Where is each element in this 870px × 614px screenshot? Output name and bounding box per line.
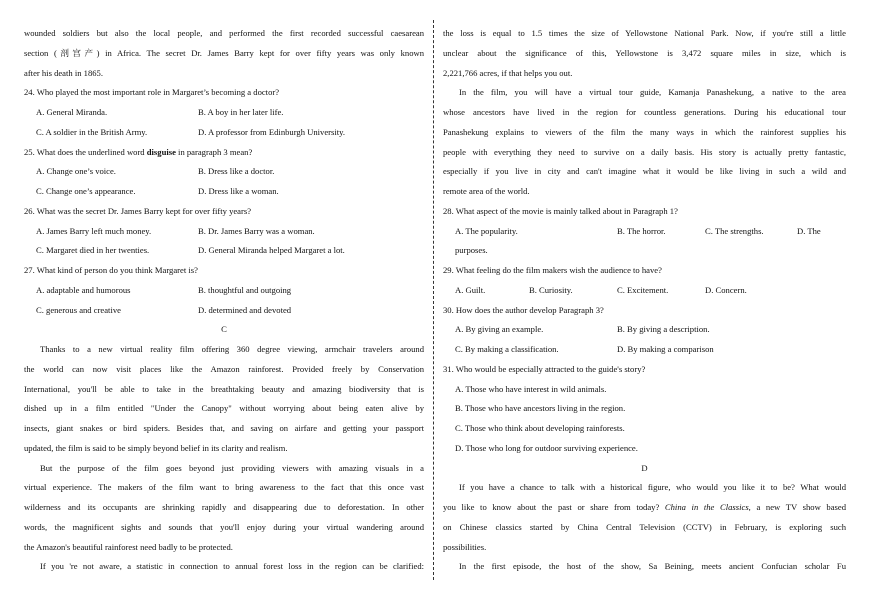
question-26-options-row1 [24,222,424,242]
column-divider [433,20,434,580]
option-b: B. Dr. James Barry was a woman. [198,225,315,236]
text-line: the loss is equal to 1.5 times the size of Yellowstone National Park. Now, if you're still a little [443,28,846,38]
option-d: D. By making a comparison [617,344,714,354]
option-a: A. adaptable and humorous [36,284,131,295]
right-column [443,24,846,577]
option-d: D. Concern. [705,284,747,295]
option-d: D. Dress like a woman. [198,186,279,196]
question-29-stem: 29. What feeling do the film makers wish the audience to have? [443,265,662,275]
text-line: people with everything they need to survive on a daily basis. His story is actually pretty fantastic, [443,146,846,157]
stem-text: in paragraph 3 mean? [175,146,253,157]
text-line: whose ancestors have lived in the region for countless generations. During his educational tour [443,107,846,117]
section-d-heading: D [641,462,648,473]
option-d: D. Those who long for outdoor surviving experience. [455,442,638,453]
question-28-option-d-continued [443,241,846,261]
option-a: A. James Barry left much money. [36,225,152,236]
option-c: C. A soldier in the British Army. [36,126,148,137]
option-b: B. thoughtful and outgoing [198,284,292,295]
option-c: C. generous and creative [36,304,121,315]
question-25-stem [24,143,424,163]
option-b: B. The horror. [617,225,666,236]
question-25-options-row2 [24,182,424,202]
option-b: B. Dress like a doctor. [198,166,275,177]
option-a: A. Change one’s voice. [36,166,116,177]
question-24-stem: 24. Who played the most important role in Margaret’s becoming a doctor? [24,87,280,98]
show-title: China in the Classics [664,502,749,512]
option-b: B. Curiosity. [529,284,573,295]
question-30-options-row2 [443,340,846,360]
option-a: A. Guilt. [455,284,486,295]
question-28-options [443,222,846,242]
question-27-options-row2 [24,301,424,321]
option-a: A. The popularity. [455,225,518,236]
option-c: C. Margaret died in her twenties. [36,245,150,256]
text-line: unclear about the significance of this, Yellowstone is 3,472 square miles in size, which is [443,47,846,58]
stem-text: 25. What does the underlined word [24,146,147,157]
text-line: wounded soldiers but also the local people, and performed the first recorded successful caesarean [24,28,424,38]
option-b: B. By giving a description. [617,324,710,335]
text-line: words, the magnificent sights and sounds that you'll enjoy during your virtual wandering around [24,521,424,532]
section-c-heading: C [221,324,227,335]
text-line: remote area of the world. [443,186,530,196]
text-line: the world can now visit places like the Amazon rainforest. Provided freely by Conservation [24,363,424,374]
question-27-options-row1 [24,281,424,301]
text-line: after his death in 1865. [24,67,103,78]
text-line: If you have a chance to talk with a historical figure, who would you like it to be? What would [459,482,846,493]
text-line: dished up in a film entitled "Under the Canopy" without worrying about being eaten alive by [24,403,424,414]
option-d: D. determined and devoted [198,304,292,315]
question-27-stem: 27. What kind of person do you think Margaret is? [24,265,198,275]
option-d: D. General Miranda helped Margaret a lot. [198,245,345,256]
text-line: If you 're not aware, a statistic in connection to annual forest loss in the region can be clarified: [40,561,424,572]
text-run: , a new TV show based [748,502,846,512]
text-line: possibilities. [443,541,487,552]
text-line: on Chinese classics started by China Central Television (CCTV) in February, is exploring such [443,521,846,532]
option-c: C. Change one’s appearance. [36,186,136,196]
text-line: especially if you live in city and can't imagine what it would be like living in such a wild and [443,166,846,177]
option-b: B. A boy in her later life. [198,107,284,117]
option-c: C. Excitement. [617,284,669,295]
question-25-options-row1 [24,162,424,182]
text-line: 2,221,766 acres, if that helps you out. [443,67,573,78]
text-run: you like to know about the past or share from today? [443,502,665,512]
option-a: A. General Miranda. [36,107,108,117]
text-line [443,498,846,518]
question-28-stem: 28. What aspect of the movie is mainly talked about in Paragraph 1? [443,205,678,216]
question-31-stem: 31. Who would be especially attracted to the guide's story? [443,363,646,374]
question-26-stem: 26. What was the secret Dr. James Barry kept for over fifty years? [24,205,252,216]
text-line: In the film, you will have a virtual tour guide, Kamanja Panashekung, a native to the area [459,87,846,98]
option-a: A. By giving an example. [455,324,544,335]
left-column [24,24,424,577]
text-line: insects, giant snakes or bird spiders. Besides that, and saving on airfare and getting your passport [24,423,424,433]
option-a: A. Those who have interest in wild animals. [455,383,607,394]
option-c: C. The strengths. [705,225,764,236]
option-c: C. By making a classification. [455,344,559,354]
option-c: C. Those who think about developing rainforests. [455,423,625,433]
underlined-word: disguise [146,146,176,157]
text-line: Panashekung explains to viewers of the film the many ways in which the rainforest supplies his [443,126,846,137]
question-24-options-row2 [24,123,424,143]
question-29-options [443,281,846,301]
option-b: B. Those who have ancestors living in the region. [455,403,626,414]
text-line: International, you'll be able to take in the breathtaking beauty and amazing biodiversity that is [24,383,424,394]
text-line: Thanks to a new virtual reality film offering 360 degree viewing, armchair travelers around [40,344,424,354]
option-d: D. The [797,225,821,236]
text-line: But the purpose of the film goes beyond just providing viewers with amazing visuals in a [40,462,424,473]
text-line: wilderness and its occupants are shrinking rapidly and disappearing due to deforestation. In other [24,502,424,512]
text-line: updated, the film is said to be simply beyond belief in its clarity and realism. [24,442,288,453]
text-line: the Amazon's beautiful rainforest need badly to be protected. [24,541,233,552]
option-d: D. A professor from Edinburgh University. [198,126,346,137]
question-30-stem: 30. How does the author develop Paragraph 3? [443,304,604,315]
text-line: virtual experience. The makers of the film want to bring awareness to the fact that this once vast [24,482,424,493]
question-26-options-row2 [24,241,424,261]
text-line: In the first episode, the host of the show, Sa Beining, meets ancient Confucian scholar Fu [459,561,846,572]
option-d-cont: purposes. [455,245,488,256]
question-24-options-row1 [24,103,424,123]
text-line: section (剖宫产) in Africa. The secret Dr. James Barry kept for over fifty years was only known [24,47,424,58]
question-30-options-row1 [443,320,846,340]
